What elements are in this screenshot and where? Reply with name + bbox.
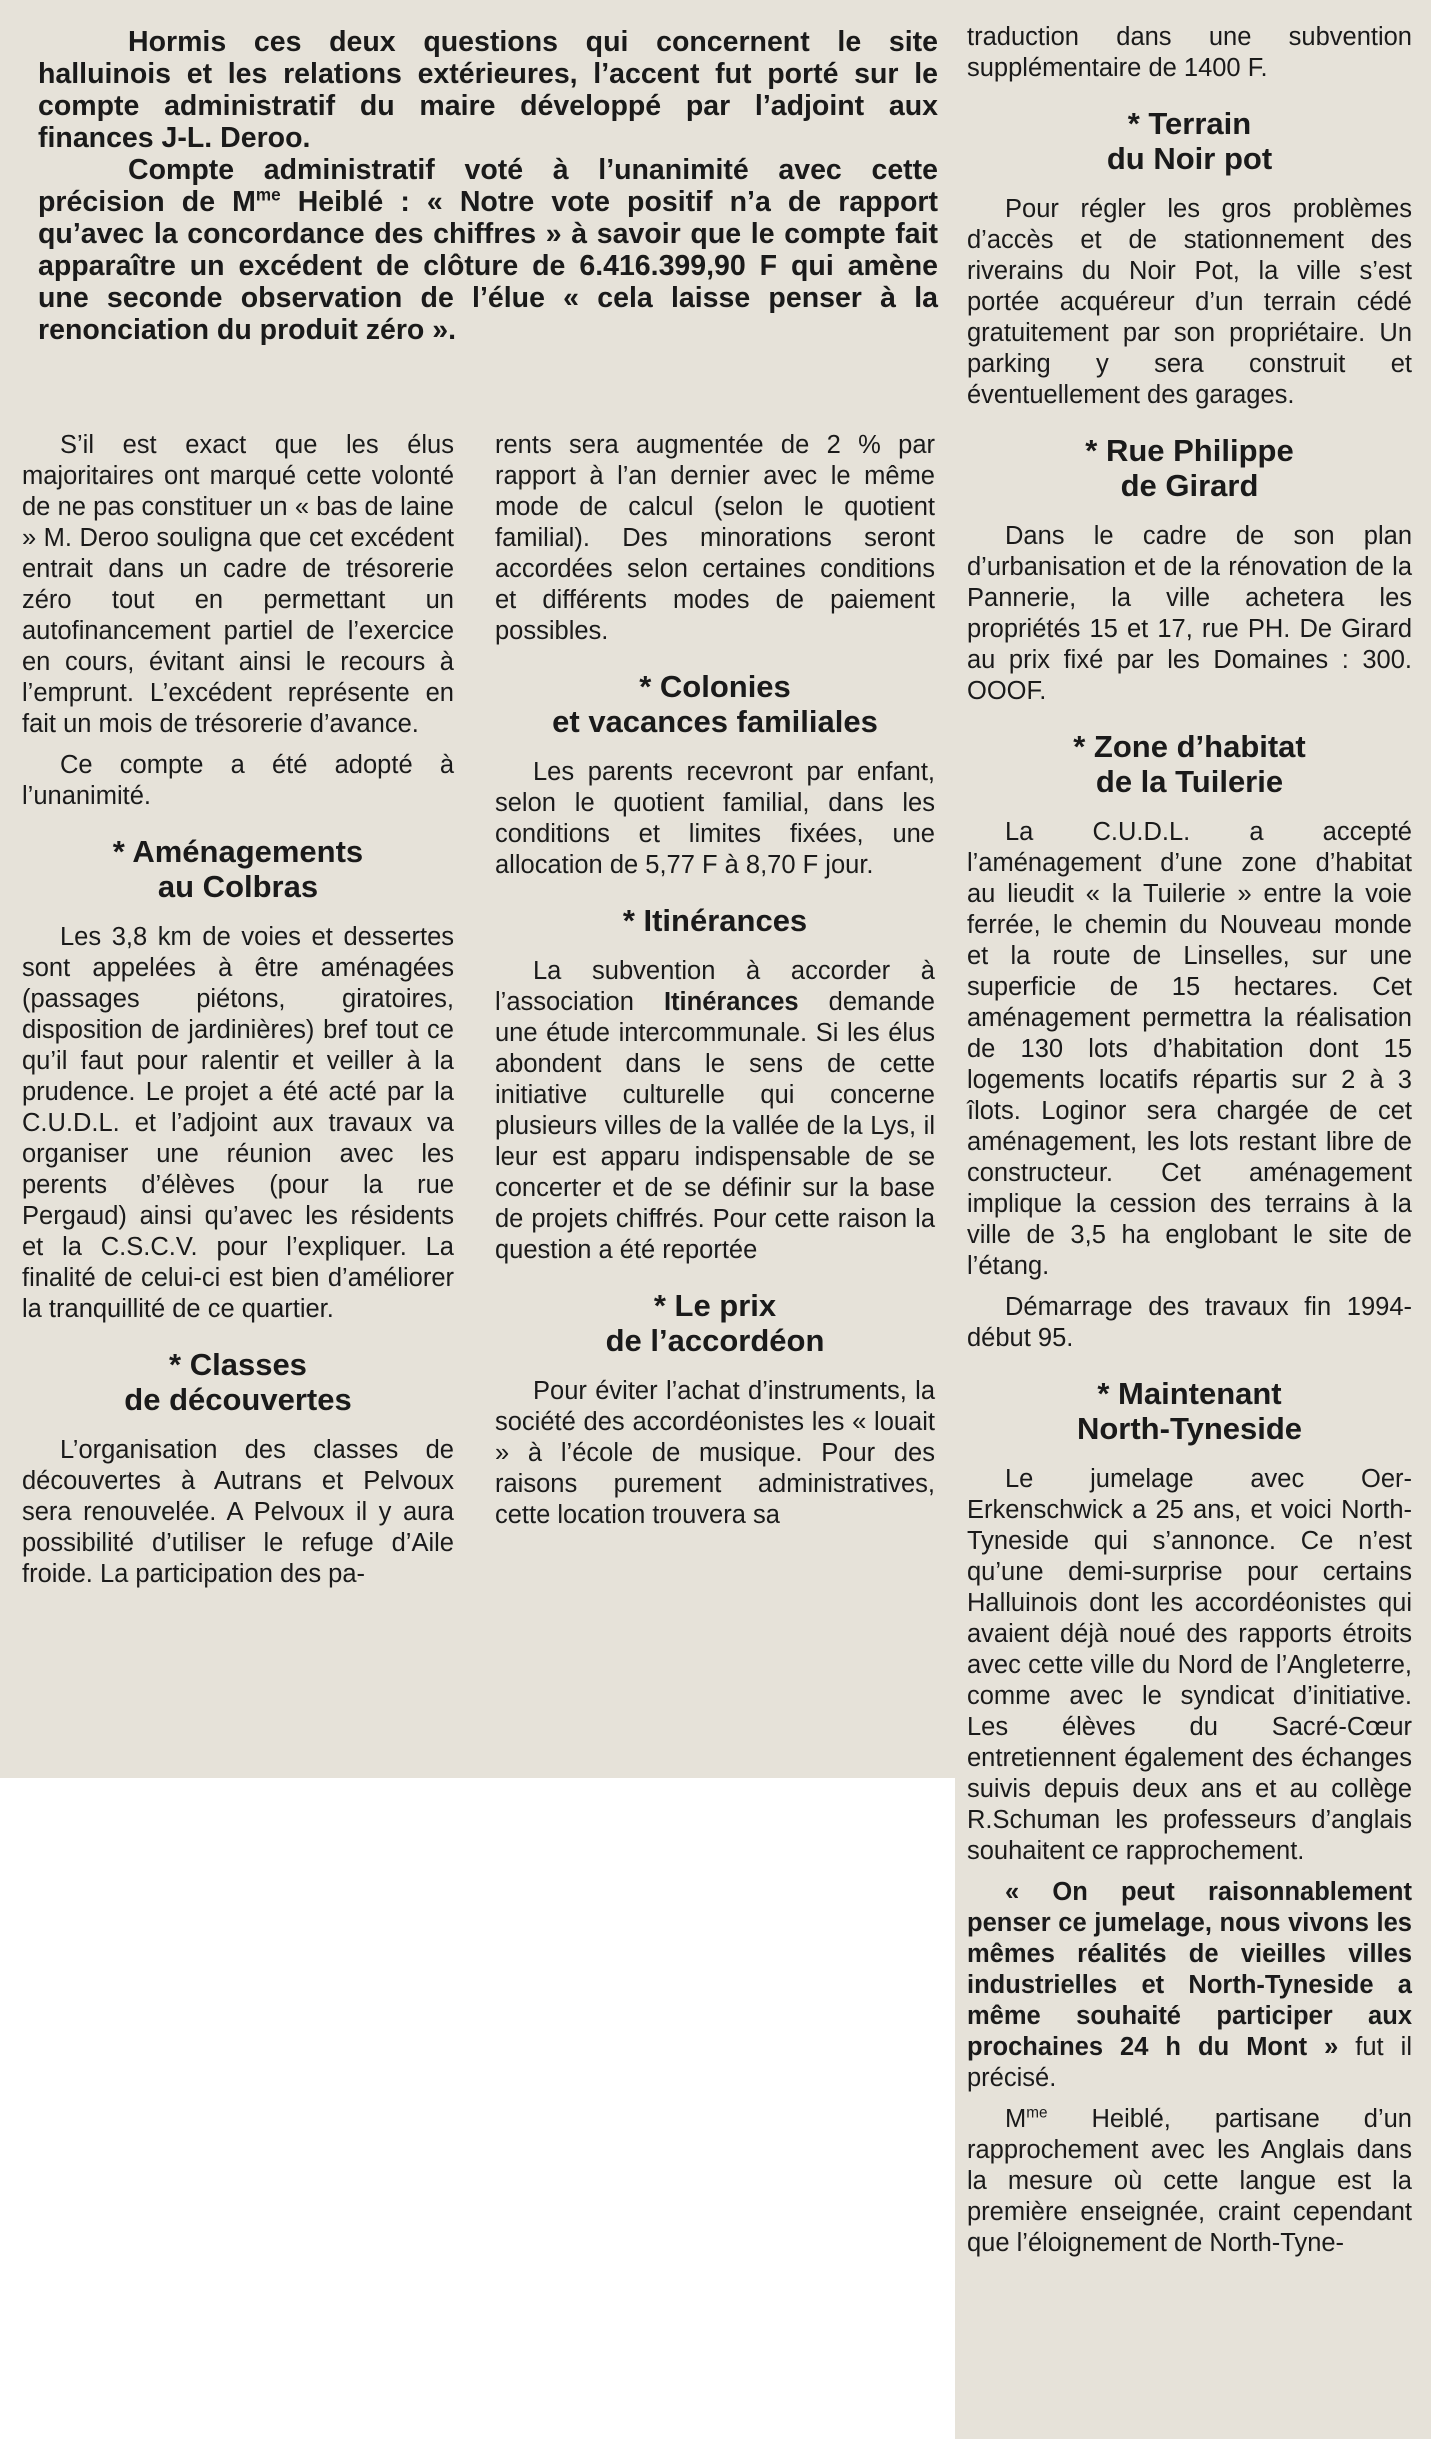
paragraph-colbras: Les 3,8 km de voies et dessertes sont appelées à être aménagées (passages piétons, giratoires, disposition de jardinières) bref tout ce qu’il faut pour ralentir et veiller à la prudence. Le projet a été acté par la C.U.D.L. et l’adjoint aux travaux va organiser une réunion avec les perents d’élèves (pour la rue Pergaud) ainsi qu’avec les résidents et la C.S.C.V. pour l’expliquer. La finalité de celui-ci est bien d’améliorer la tranquillité de ce quartier. — [22, 923, 454, 1323]
lead-section — [38, 26, 938, 346]
article-column-middle — [495, 430, 935, 1541]
heading-classes-decouvertes: * Classes de découvertes — [124, 1347, 352, 1417]
paragraph-subvention: traduction dans une subvention supplémentaire de 1400 F. — [967, 23, 1412, 82]
heading-terrain-noir-pot: * Terrain du Noir pot — [1106, 106, 1273, 176]
paragraph-quote: « On peut raisonnablement penser ce jumelage, nous vivons les mêmes réalités de vieilles villes industrielles et North-Tyneside a même souhaité participer aux prochaines 24 h du Mont » fut il précisé. — [967, 1878, 1412, 2092]
paragraph-noir-pot: Pour régler les gros problèmes d’accès et de stationnement des riverains du Noir Pot, la ville s’est portée acquéreur d’un terrain cédé gratuitement par son propriétaire. Un parking y sera construit et éventuellement des garages. — [967, 195, 1412, 409]
heading-amenagements-colbras: * Aménagements au Colbras — [112, 834, 364, 904]
lead-paragraph-1: Hormis ces deux questions qui concernent le site halluinois et les relations extérieures, l’accent fut porté sur le compte administratif du maire développé par l’adjoint aux finances J-L. Deroo. — [38, 26, 938, 154]
paragraph-excedent: S’il est exact que les élus majoritaires ont marqué cette volonté de ne pas constituer un « bas de laine » M. Deroo souligna que cet excédent entrait dans un cadre de trésorerie zéro tout en permettant un autofinancement partiel de l’exercice en cours, évitant ainsi le recours à l’emprunt. L’excédent représente en fait un mois de trésorerie d’avance. — [22, 431, 454, 738]
paragraph-heible: $M^{me}$ Heiblé, partisane d’un rapprochement avec les Anglais dans la mesure où cette langue est la première enseignée, craint cependant que l’éloignement de North-Tyne- — [967, 2104, 1412, 2257]
paragraph-adoption: Ce compte a été adopté à l’unanimité. — [22, 751, 454, 810]
heading-itinerances: * Itinérances — [622, 903, 808, 938]
heading-zone-habitat-tuilerie: * Zone d’habitat de la Tuilerie — [1073, 729, 1306, 799]
paragraph-participation: rents sera augmentée de 2 % par rapport à l’an dernier avec le même mode de calcul (selon le quotient familial). Des minorations seront accordées selon certaines conditions et différents modes de paiement possibles. — [495, 431, 935, 645]
paragraph-colonies: Les parents recevront par enfant, selon le quotient familial, dans les conditions et limites fixées, une allocation de 5,77 F à 8,70 F jour. — [495, 758, 935, 879]
heading-north-tyneside: * Maintenant North-Tyneside — [1076, 1376, 1303, 1446]
paragraph-classes: L’organisation des classes de découvertes à Autrans et Pelvoux sera renouvelée. A Pelvoux il y aura possibilité d’utiliser le refuge d’Aile froide. La participation des pa- — [22, 1436, 454, 1588]
paragraph-jumelage: Le jumelage avec Oer-Erkenschwick a 25 ans, et voici North-Tyneside qui s’annonce. Ce n’est qu’une demi-surprise pour certains Halluinois dont les accordéonistes qui avaient déjà noué des rapports étroits avec cette ville du Nord de l’Angleterre, comme avec le syndicat d’initiative. Les élèves du Sacré-Cœur entretiennent également des échanges suivis depuis deux ans et au collège R.Schuman les professeurs d’anglais souhaitent ce rapprochement. — [967, 1465, 1412, 1865]
article-column-right — [967, 22, 1412, 2269]
paragraph-accordeon: Pour éviter l’achat d’instruments, la société des accordéonistes les « louait » à l’école de musique. Pour des raisons purement administratives, cette location trouvera sa — [495, 1377, 935, 1529]
heading-rue-philippe-de-girard: * Rue Philippe de Girard — [1085, 433, 1294, 503]
paragraph-itinerances: La subvention à accorder à l’association Itinérances demande une étude intercommunale. Si les élus abondent dans le sens de cette initiative culturelle qui concerne plusieurs villes de la vallée de la Lys, il leur est apparu indispensable de se concerter et de se définir sur la base de projets chiffrés. Pour cette raison la question a été reportée — [495, 957, 935, 1264]
paragraph-girard: Dans le cadre de son plan d’urbanisation et de la rénovation de la Pannerie, la ville achetera les propriétés 15 et 17, rue PH. De Girard au prix fixé par les Domaines : 300. OOOF. — [967, 522, 1412, 705]
paragraph-demarrage: Démarrage des travaux fin 1994-début 95. — [967, 1293, 1412, 1352]
heading-prix-accordeon: * Le prix de l’accordéon — [605, 1288, 825, 1358]
lead-paragraph-2: Compte administratif voté à l’unanimité avec cette précision de $M^{me}$ Heiblé : « Notre vote positif n’a de rapport qu’avec la concordance des chiffres » à savoir que le compte fait apparaître un excédent de clôture de 6.416.399,90 F qui amène une seconde observation de l’élue « cela laisse penser à la renonciation du produit zéro ». — [38, 154, 938, 346]
heading-colonies: * Colonies et vacances familiales — [552, 669, 878, 739]
paragraph-tuilerie: La C.U.D.L. a accepté l’aménagement d’une zone d’habitat au lieudit « la Tuilerie » entre la voie ferrée, le chemin du Nouveau monde et la route de Linselles, sur une superficie de 15 hectares. Cet aménagement permettra la réalisation de 130 lots d’habitation dont 15 logements locatifs répartis sur 2 à 3 îlots. Loginor sera chargée de cet aménagement, les lots restant libre de constructeur. Cet aménagement implique la cession des terrains à la ville de 3,5 ha englobant le site de l’étang. — [967, 818, 1412, 1280]
article-column-left — [22, 430, 454, 1600]
